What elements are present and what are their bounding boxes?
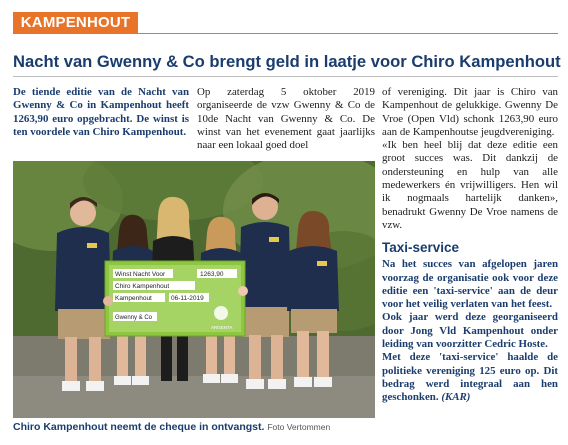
cheque-line3: Kampenhout xyxy=(115,295,152,302)
body-paragraph-5 xyxy=(382,351,558,404)
caption-text: Chiro Kampenhout neemt de cheque in ontvangst. xyxy=(13,421,265,433)
body-paragraph-1: Op zaterdag 5 oktober 2019 organiseerde de vzw Gwenny & Co de 10de Nacht van Gwenny & Co. De winst van het evenement gaat jaarlijks naar een lokaal goed doel xyxy=(197,86,375,152)
body-paragraph-5-text: Met deze 'taxi-service' haalde de politieke vereniging 125 euro op. Dit bedrag werd integraal aan hen geschonken. xyxy=(382,351,558,404)
photo-caption xyxy=(13,420,375,434)
lead-paragraph: De tiende editie van de Nacht van Gwenny & Co in Kampenhout heeft 1263,90 euro opgebracht. De winst is ten voordele van Chiro Kampenhout. xyxy=(13,86,189,138)
cheque-date: 06-11-2019 xyxy=(171,295,204,302)
cheque-line2: Chiro Kampenhout xyxy=(115,283,170,290)
body-paragraph-2: of vereniging. Dit jaar is Chiro van Kampenhout de gelukkige. Gwenny De Vroe (Open Vld) schonk 1263,90 euro aan de Kampenhoutse jeugdvereniging. xyxy=(382,86,558,138)
article-column-3 xyxy=(382,86,558,405)
section-kicker: KAMPENHOUT xyxy=(13,12,138,34)
headline-rule xyxy=(13,76,558,77)
quote-paragraph: «Ik ben heel blij dat deze editie een groot succes was. Dit dankzij de ondersteuning en hulp van alle medewerkers én vrijwilligers. Hen wil ik nogmaals hartelijk danken», benadrukt Gwenny De Vroe namens de vzw. xyxy=(382,139,558,231)
cheque-line1: Winst Nacht Voor xyxy=(115,271,166,278)
cheque-signature: Gwenny & Co xyxy=(115,315,153,321)
cheque-amount: 1263,90 xyxy=(200,271,224,278)
photo-credit: Foto Vertommen xyxy=(267,422,331,432)
article-lead xyxy=(13,86,189,139)
cheque xyxy=(105,261,245,336)
cheque-logo: ARGENTA xyxy=(211,325,233,330)
photo-illustration xyxy=(13,161,375,418)
body-paragraph-3: Na het succes van afgelopen jaren voorzag de organisatie ook voor deze editie een 'taxi-service' aan de deur voor het veilig verlaten van het feest. xyxy=(382,258,558,311)
article-column-2 xyxy=(197,86,375,152)
article-headline: Nacht van Gwenny & Co brengt geld in laatje voor Chiro Kampenhout xyxy=(13,52,561,71)
article-photo xyxy=(13,161,375,418)
body-paragraph-4: Ook jaar werd deze georganiseerd door Jong Vld Kampenhout onder leiding van voorzitter Cedric Hoste. xyxy=(382,311,558,351)
author-credit: (KAR) xyxy=(441,391,471,404)
section-subhead: Taxi-service xyxy=(382,240,460,256)
kicker-rule xyxy=(138,33,558,34)
